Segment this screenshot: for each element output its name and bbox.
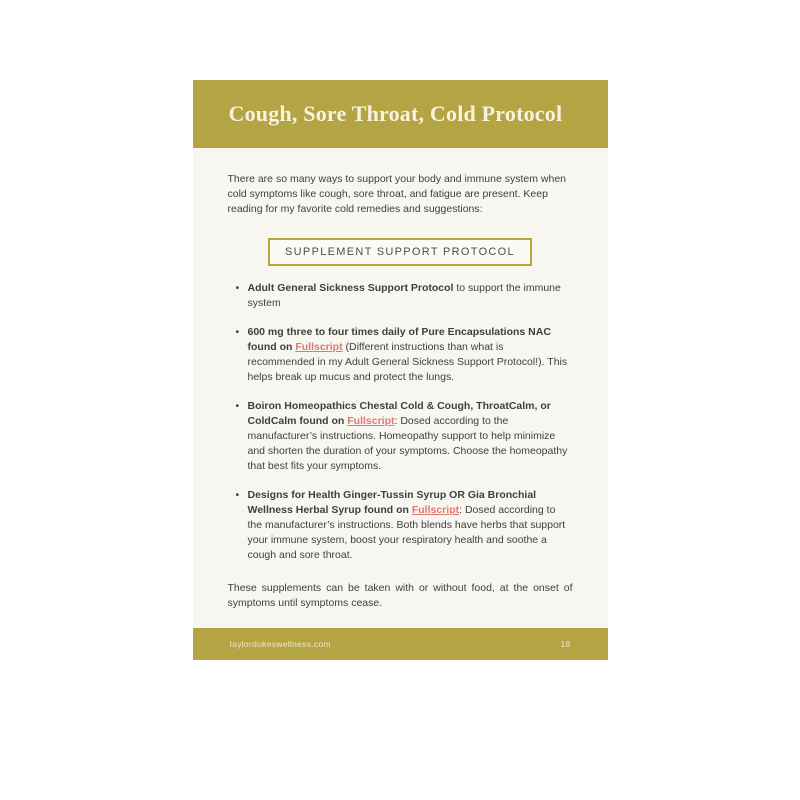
bullet-bold-text: Designs for Health Ginger-Tussin Syrup OR Gia Bronchial Wellness Herbal Syrup found on: [247, 489, 537, 516]
page-body: [193, 148, 608, 628]
list-item-adult-protocol: [236, 281, 573, 311]
closing-paragraph: These supplements can be taken with or without food, at the onset of symptoms until symptoms cease.: [227, 582, 573, 609]
supplement-protocol-label: SUPPLEMENT SUPPORT PROTOCOL: [285, 246, 515, 258]
fullscript-link[interactable]: Fullscript: [295, 341, 343, 353]
bullet-regular-text: : Dosed according to the manufacturer’s instructions. Both blends have herbs that support your immune system, boost your respiratory health and soothe a cough and sore throat.: [247, 504, 566, 561]
list-item-syrup: [236, 488, 573, 563]
intro-paragraph: There are so many ways to support your body and immune system when cold symptoms like cough, sore throat, and fatigue are present. Keep reading for my favorite cold remedies and suggestions:: [227, 173, 566, 215]
page-title: Cough, Sore Throat, Cold Protocol: [228, 101, 563, 126]
fullscript-link[interactable]: Fullscript: [347, 415, 395, 427]
bullet-bold-text: Boiron Homeopathics Chestal Cold & Cough, ThroatCalm, or ColdCalm found on: [247, 400, 551, 427]
list-item-nac: [236, 325, 573, 385]
fullscript-link[interactable]: Fullscript: [411, 504, 460, 516]
supplement-protocol-box: [268, 238, 532, 266]
page-footer: [193, 628, 608, 660]
footer-site-link[interactable]: taylordukeswellness.com: [229, 639, 331, 649]
bullet-regular-text: to support the immune system: [247, 282, 561, 309]
bullet-regular-text: : Dosed according to the manufacturer’s instructions. Homeopathy support to help minimize and shorten the duration of your symptoms. Choose the homeopathy that best fits your symptoms.: [247, 415, 568, 472]
footer-page-number: 18: [560, 639, 571, 649]
list-item-boiron: [236, 399, 573, 474]
supplement-list: [228, 281, 573, 563]
bullet-bold-text: 600 mg three to four times daily of Pure Encapsulations NAC found on: [247, 326, 551, 353]
bullet-bold-text: Adult General Sickness Support Protocol: [247, 282, 454, 294]
protocol-page: [193, 80, 608, 660]
page-header: [193, 80, 608, 148]
bullet-regular-text: (Different instructions than what is recommended in my Adult General Sickness Support Protocol!). This helps break up mucus and protect the lungs.: [247, 341, 568, 383]
